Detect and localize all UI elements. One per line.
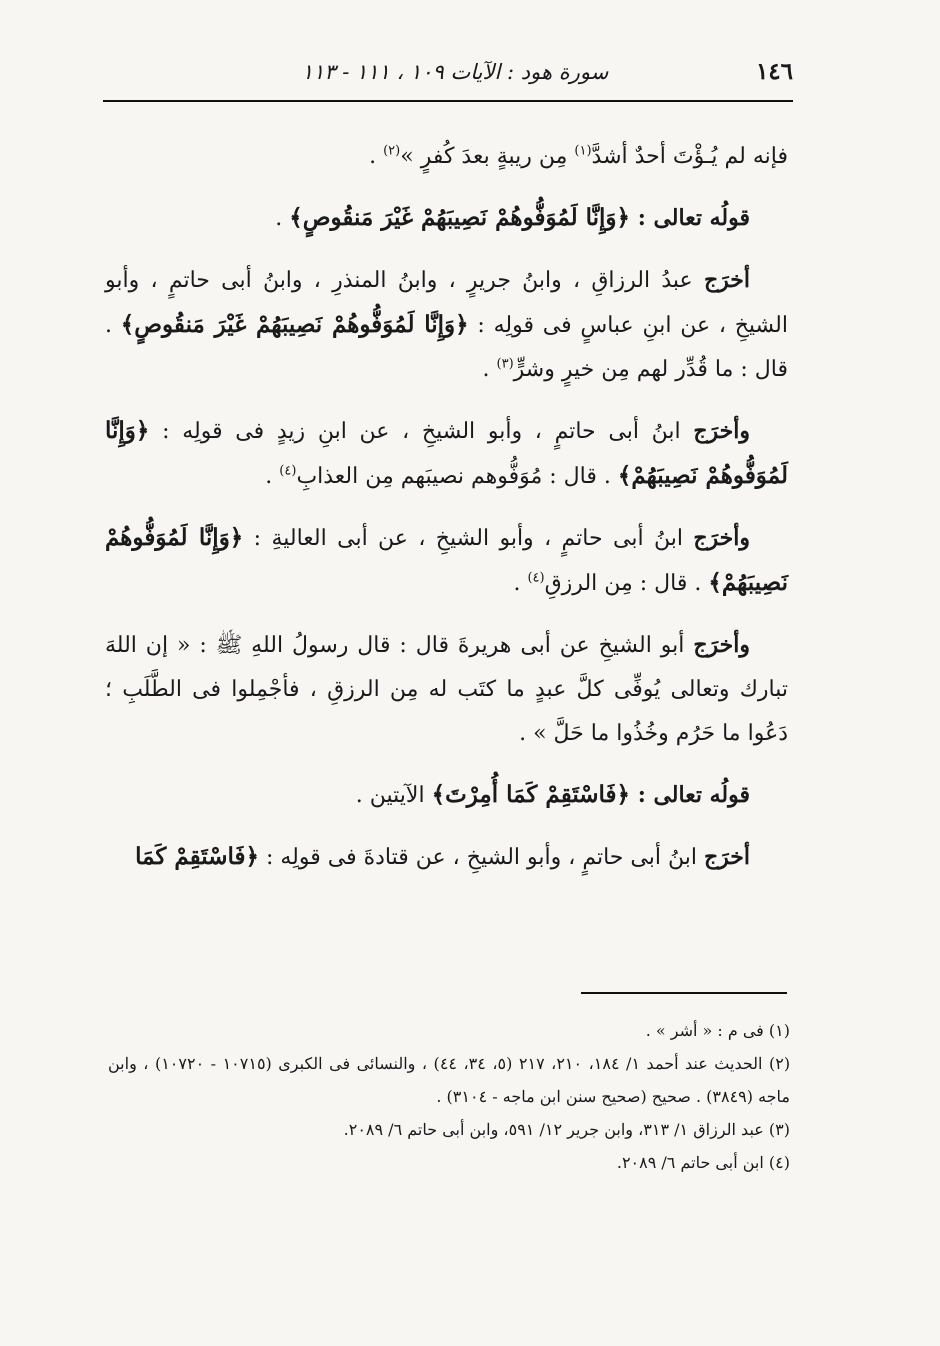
- footnote-ref: (٤): [527, 570, 545, 586]
- running-title: سورة هود : الآيات ١٠٩ ، ١١١ - ١١٣: [301, 60, 609, 84]
- paragraph-lead: أخرَج: [703, 267, 750, 293]
- quran-verse: ﴿فَاسْتَقِمْ كَمَا أُمِرْتَ﴾: [431, 781, 631, 808]
- verse-heading: [105, 773, 788, 818]
- paragraph-text: .: [265, 464, 280, 489]
- header-divider: [103, 100, 793, 102]
- hadith-paragraph: [105, 623, 788, 756]
- paragraph-text: . قال : ما قُدِّر لهم مِن خيرٍ وشرٍّ: [105, 313, 788, 382]
- paragraph-text: .: [369, 144, 384, 169]
- paragraph-lead: أخرَج: [703, 844, 750, 870]
- paragraph-text: عبدُ الرزاقِ ، وابنُ جريرٍ ، وابنُ المنذرِ ، وابنُ أبى حاتمٍ ، وأبو الشيخِ ، عن ابنِ عباسٍ فى قولِه :: [105, 268, 788, 338]
- main-text: [105, 135, 788, 897]
- quran-verse: ﴿فَاسْتَقِمْ كَمَا: [135, 843, 259, 870]
- footnote: (٣) عبد الرزاق ١/ ٣١٣، وابن جرير ١٢/ ٥٩١، وابن أبى حاتم ٦/ ٢٠٨٩.: [343, 1120, 790, 1139]
- paragraph-lead: وأخرَج: [693, 632, 750, 658]
- heading-lead: قولُه تعالى :: [630, 205, 750, 231]
- paragraph-text: .: [482, 357, 497, 382]
- narration-paragraph: [105, 258, 788, 392]
- footnote-ref: (٢): [383, 143, 401, 159]
- paragraph-text: مِن ريبةٍ بعدَ كُفرٍ »: [400, 144, 575, 169]
- paragraph-text: ابنُ أبى حاتمٍ ، وأبو الشيخِ ، عن ابنِ زيدٍ فى قولِه :: [149, 419, 694, 444]
- quran-verse: ﴿وَإِنَّا لَمُوَفُّوهُمْ نَصِيبَهُمْ غَيْرَ مَنقُوصٍ﴾: [120, 311, 469, 338]
- paragraph-text: فإنه لم يُـؤْتَ أحدٌ أشدَّ: [591, 144, 788, 169]
- paragraph-continuation: [105, 135, 788, 179]
- footnote: (١) فى م : « أشر » .: [645, 1021, 790, 1040]
- paragraph-text: .: [275, 206, 290, 231]
- paragraph-lead: وأخرَج: [693, 418, 750, 444]
- paragraph-text: . قال : مُوَفُّوهم نصيبَهم مِن العذابِ: [296, 464, 618, 489]
- narration-paragraph: [105, 409, 788, 499]
- footnote: (٢) الحديث عند أحمد ١/ ١٨٤، ٢١٠، ٢١٧ (٥، ٣٤، ٤٤) ، والنسائى فى الكبرى (١٠٧١٥ - ١٠٧٢٠) ، وابن ماجه (٣٨٤٩) . صحيح (صحيح سنن ابن ماجه - ٣١٠٤) .: [108, 1054, 791, 1106]
- paragraph-lead: وأخرَج: [693, 525, 751, 551]
- page-number: ١٤٦: [755, 58, 793, 85]
- footnote-divider: [581, 992, 787, 994]
- narration-paragraph: [105, 835, 788, 880]
- paragraph-text: . قال : مِن الرزقِ: [544, 571, 709, 596]
- footnote-ref: (٣): [496, 356, 514, 372]
- footnote: (٤) ابن أبى حاتم ٦/ ٢٠٨٩.: [616, 1153, 790, 1172]
- paragraph-text: ابنُ أبى حاتمٍ ، وأبو الشيخِ ، عن أبى العاليةِ :: [243, 526, 694, 551]
- quran-verse: ﴿وَإِنَّا لَمُوَفُّوهُمْ نَصِيبَهُمْ﴾: [105, 417, 788, 489]
- paragraph-text: ابنُ أبى حاتمٍ ، وأبو الشيخِ ، عن قتادةَ فى قولِه :: [258, 845, 704, 870]
- paragraph-text: .: [513, 571, 528, 596]
- page-header: [105, 58, 793, 94]
- footnote-ref: (٤): [279, 463, 297, 479]
- quran-verse: ﴿وَإِنَّا لَمُوَفُّوهُمْ نَصِيبَهُمْ﴾: [105, 524, 788, 596]
- footnote-ref: (١): [574, 143, 592, 159]
- paragraph-text: أبو الشيخِ عن أبى هريرةَ قال : قال رسولُ اللهِ ﷺ : « إن اللهَ تبارك وتعالى يُوفِّى كلَّ عبدٍ ما كتَب له مِن الرزقِ ، فأجْمِلوا فى الطَّلَبِ ؛ دَعُوا ما حَرُم وخُذُوا ما حَلَّ » .: [105, 633, 788, 746]
- paragraph-text: الآيتين .: [355, 783, 432, 808]
- quran-verse: ﴿وَإِنَّا لَمُوَفُّوهُمْ نَصِيبَهُمْ غَيْرَ مَنقُوصٍ﴾: [289, 204, 631, 231]
- verse-heading: [105, 196, 788, 241]
- narration-paragraph: [105, 516, 788, 606]
- heading-lead: قولُه تعالى :: [630, 782, 750, 808]
- footnotes: [108, 1014, 790, 1179]
